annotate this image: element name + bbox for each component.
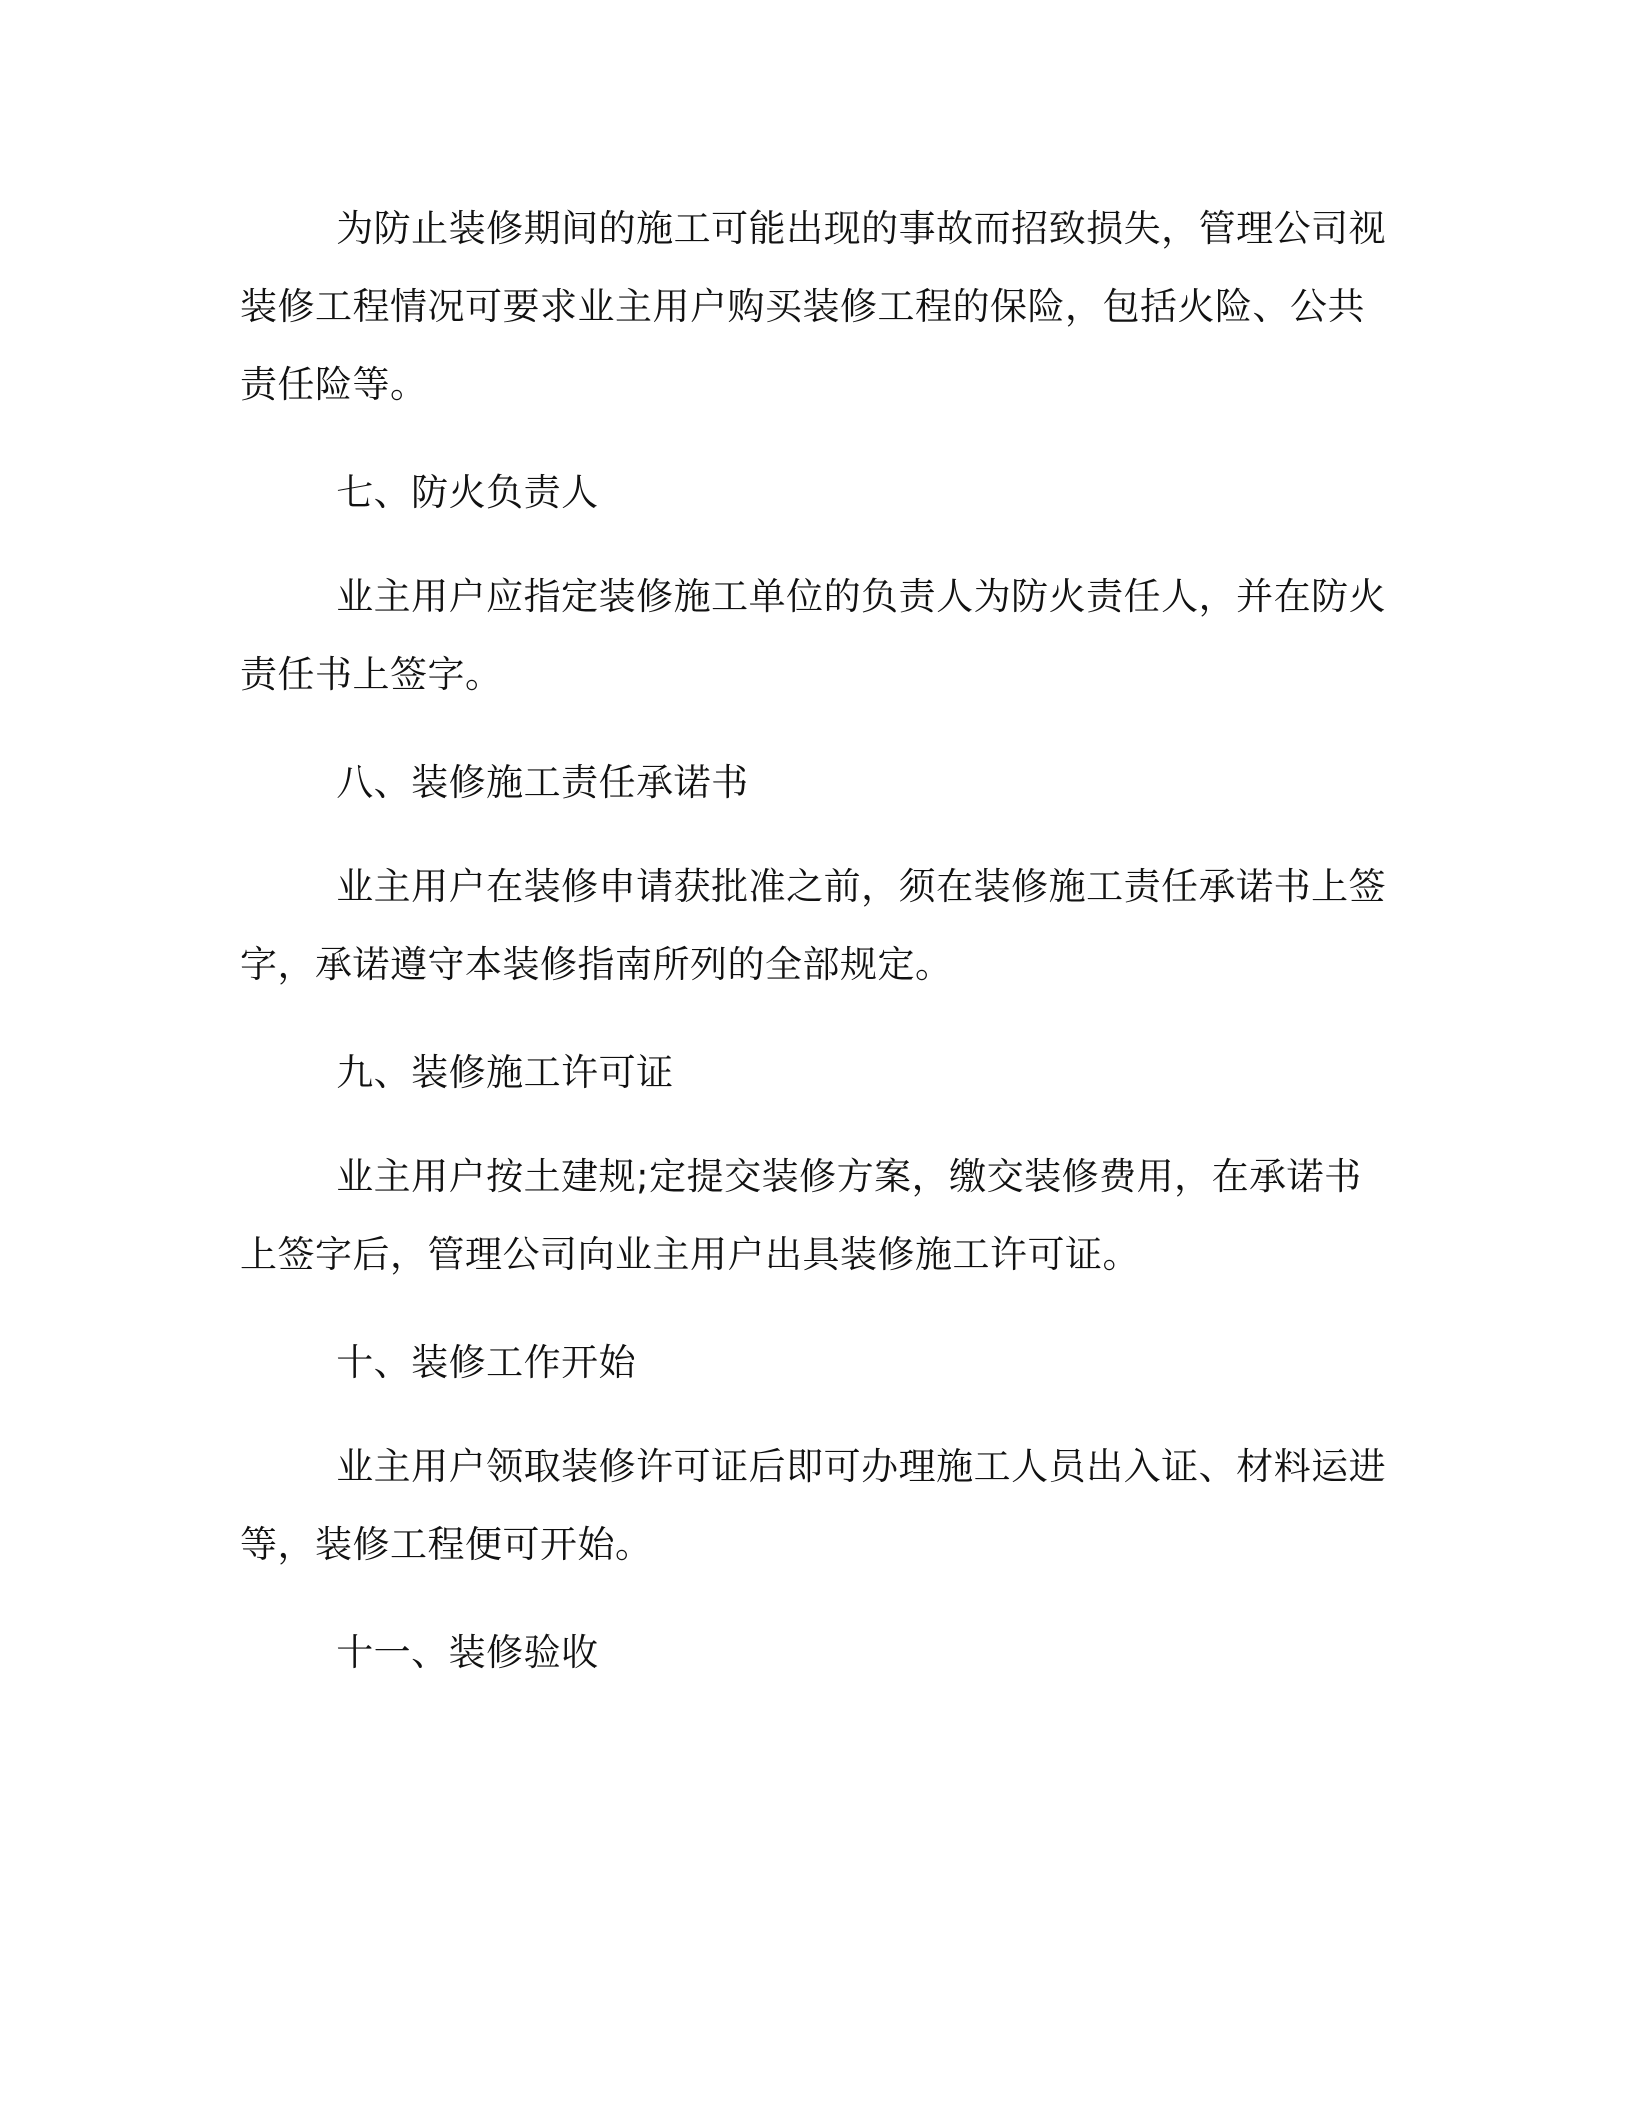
heading-section-10: 十、装修工作开始 [336, 1341, 637, 1384]
paragraph-permit: 业主用户按土建规;定提交装修方案，缴交装修费用，在承诺书上签字后，管理公司向业主用户出具装修施工许可证。 [240, 1155, 1362, 1276]
paragraph-work-start: 业主用户领取装修许可证后即可办理施工人员出入证、材料运进等，装修工程便可开始。 [240, 1445, 1387, 1566]
heading-section-7: 七、防火负责人 [336, 471, 599, 514]
paragraph-fire-responsible: 业主用户应指定装修施工单位的负责人为防火责任人，并在防火责任书上签字。 [240, 575, 1387, 696]
spacer [240, 714, 1390, 744]
document-body [240, 190, 1390, 1692]
spacer [240, 1402, 1390, 1428]
spacer [240, 1004, 1390, 1034]
paragraph-insurance: 为防止装修期间的施工可能出现的事故而招致损失，管理公司视装修工程情况可要求业主用户购买装修工程的保险，包括火险、公共责任险等。 [240, 207, 1387, 406]
spacer [240, 532, 1390, 558]
paragraph-commitment: 业主用户在装修申请获批准之前，须在装修施工责任承诺书上签字，承诺遵守本装修指南所列的全部规定。 [240, 865, 1387, 986]
heading-section-8: 八、装修施工责任承诺书 [336, 761, 749, 804]
heading-section-11: 十一、装修验收 [336, 1631, 599, 1674]
spacer [240, 1584, 1390, 1614]
spacer [240, 1112, 1390, 1138]
spacer [240, 822, 1390, 848]
spacer [240, 1294, 1390, 1324]
heading-section-9: 九、装修施工许可证 [336, 1051, 674, 1094]
spacer [240, 424, 1390, 454]
